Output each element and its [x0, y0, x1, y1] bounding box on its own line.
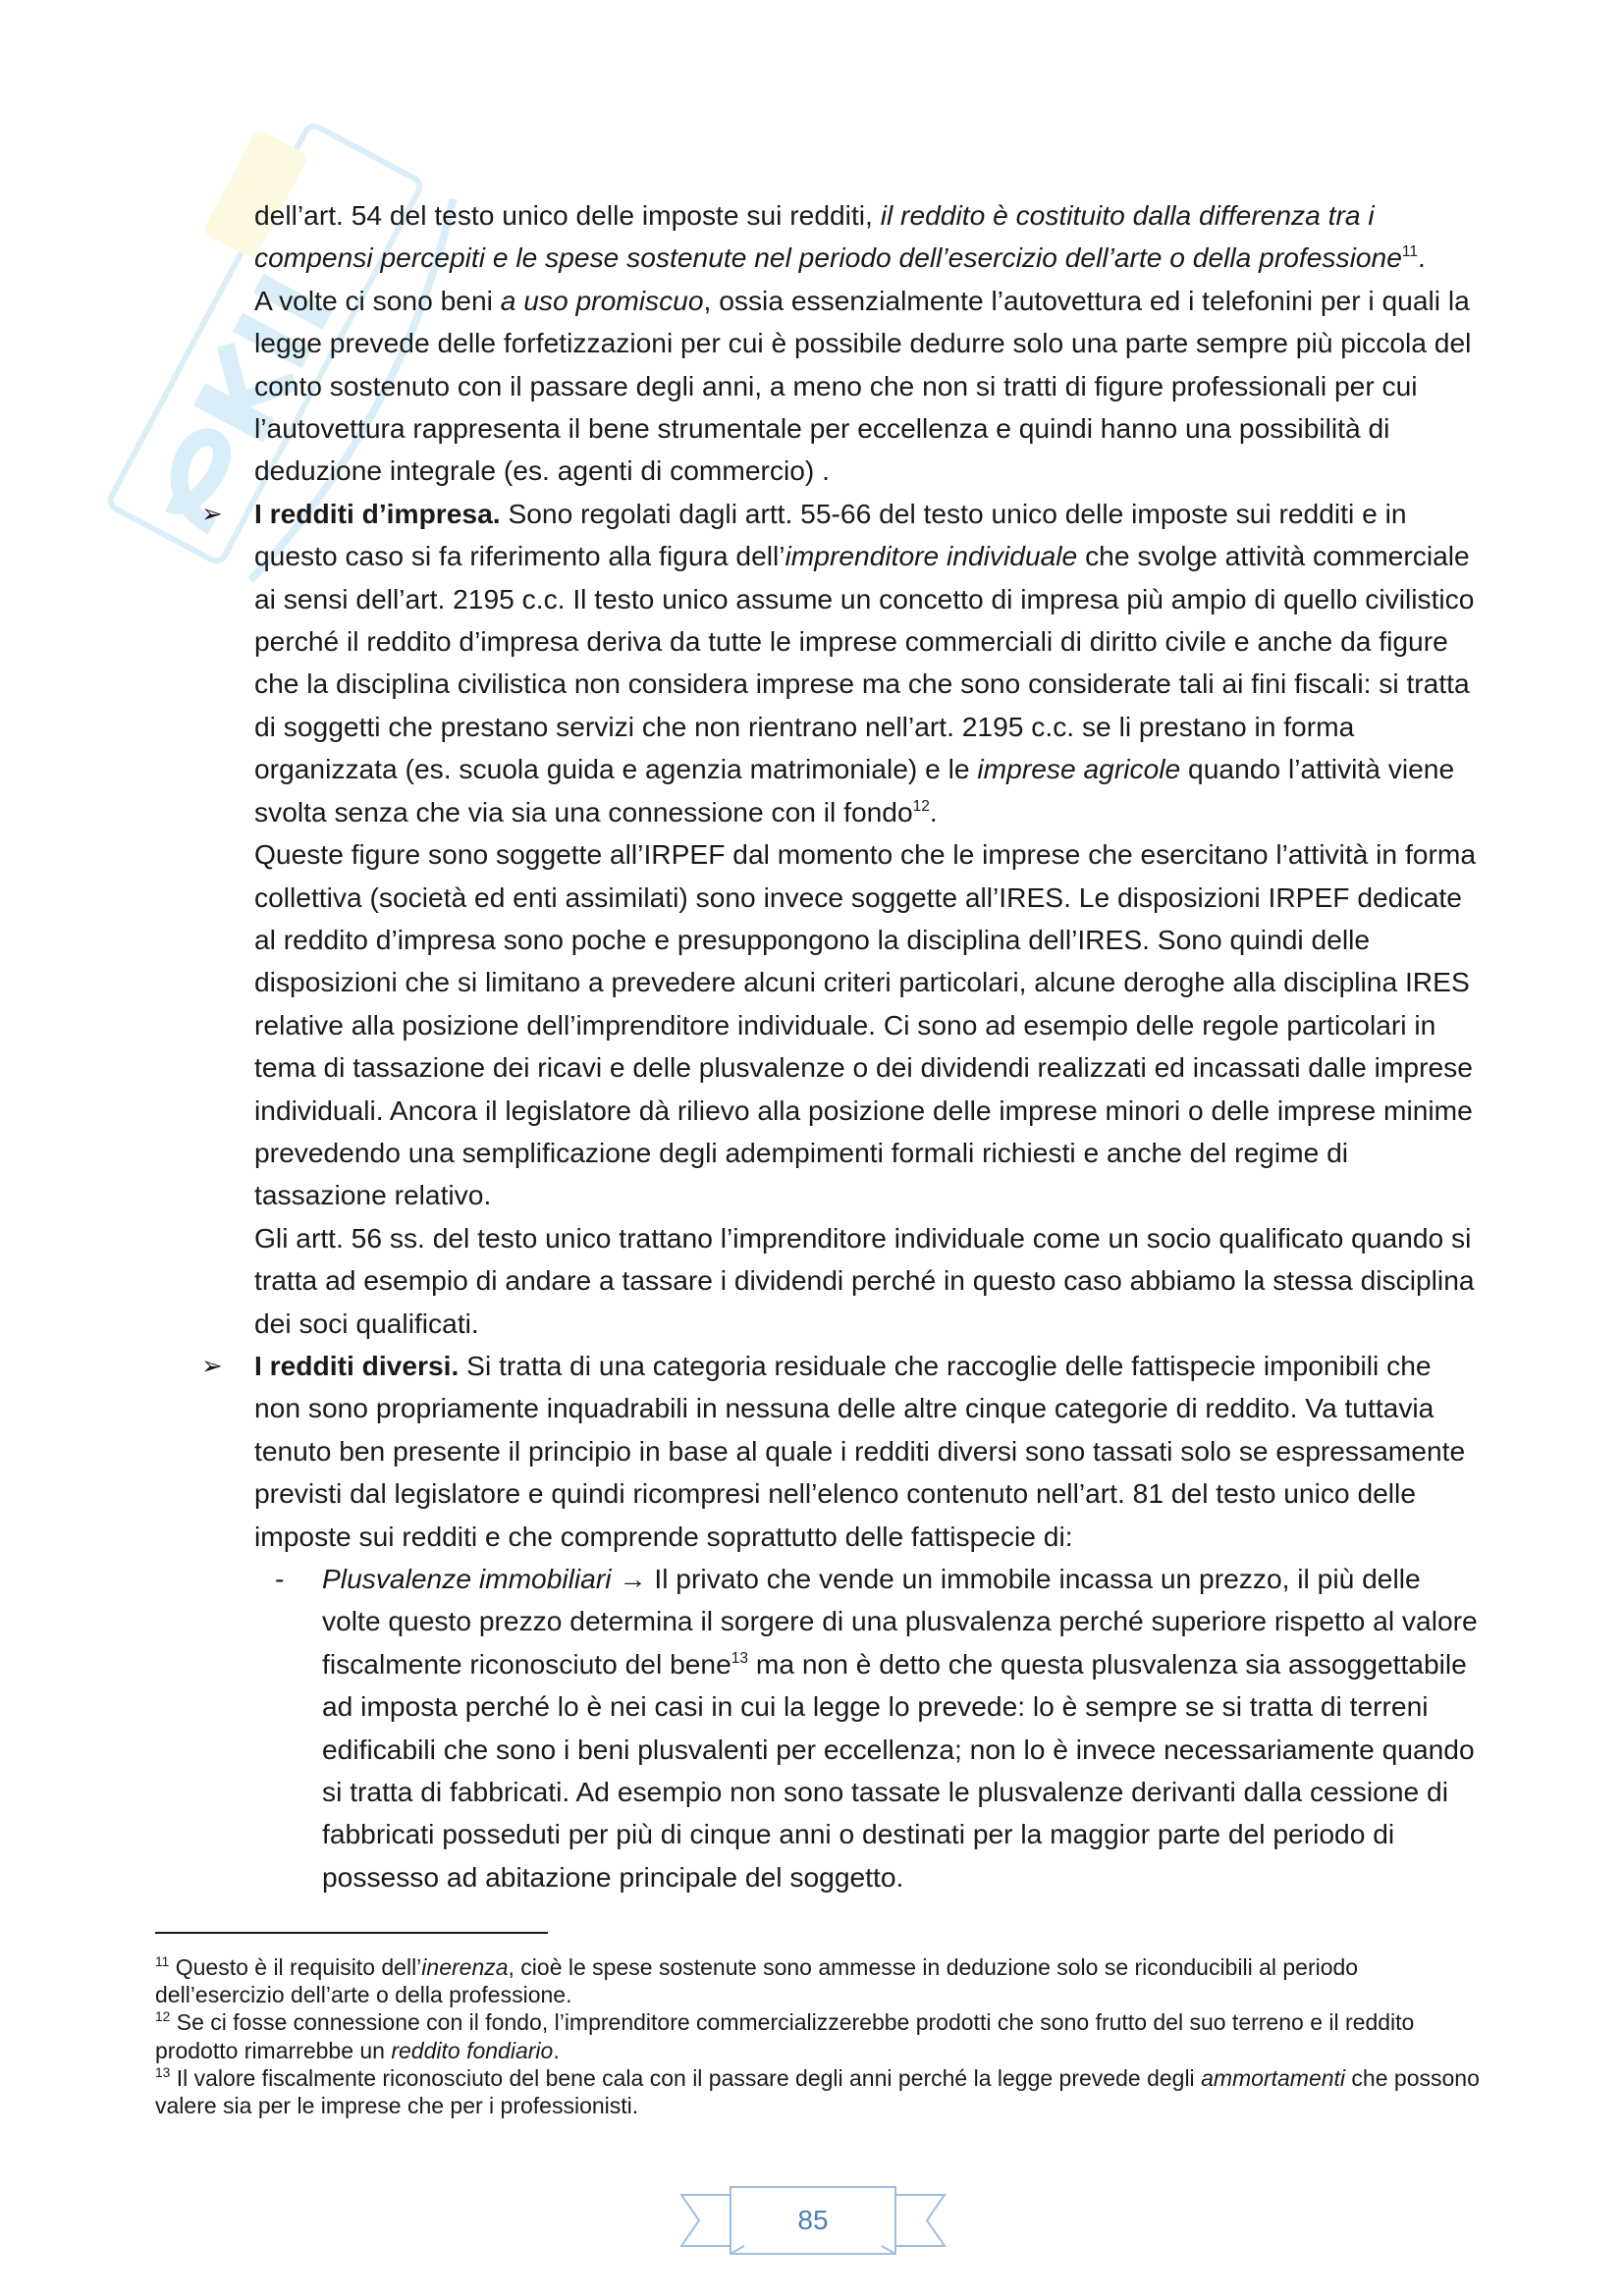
page-number: 85	[797, 2205, 829, 2235]
paragraph-uso-promiscuo: A volte ci sono beni a uso promiscuo, ossia essenzialmente l’autovettura ed i telefonini per i quali la legge prevede delle forfetizzazioni per cui è possibile dedurre solo una parte sempre più piccola del conto sostenuto con il passare degli anni, a meno che non si tratti di figure professionali per cui l’autovettura rappresenta il bene strumentale per eccellenza e quindi hanno una possibilità di deduzione integrale (es. agenti di commercio) .	[254, 284, 1472, 487]
bullet-redditi-diversi: ➢ I redditi diversi. Si tratta di una categoria residuale che raccoglie delle fattispecie imponibili che non sono propriamente inquadrabili in nessuna delle altre cinque categorie di reddito. Va tuttavia tenuto ben presente il principio in base al quale i redditi diversi sono tassati solo se espressamente previsti dal legislatore e quindi ricompresi nell’elenco contenuto nell’art. 81 del testo unico delle imposte sui redditi e che comprende soprattutto delle fattispecie di: - Plusvalenze immobiliari → Il privato che vende un immobile incassa un prezzo, il più delle volte questo prezzo determina il sorgere di una plusvalenza perché superiore rispetto al valore fiscalmente riconosciuto del bene$^{13}$ ma non è detto che questa plusvalenza sia assoggettabile ad imposta perché lo è nei casi in cui la legge lo prevede: lo è sempre se si tratta di terreni edificabili che sono i beni plusvalenti per eccellenza; non lo è invece necessariamente quando si tratta di fabbricati. Ad esempio non sono tassate le plusvalenze derivanti dalla cessione di fabbricati posseduti per più di cinque anni o destinati per la maggior parte del periodo di possesso ad abitazione principale del soggetto.	[254, 1345, 1482, 1898]
paragraph-irpef-ires: Queste figure sono soggette all’IRPEF dal momento che le imprese che esercitano l’attività in forma collettiva (società ed enti assimilati) sono invece soggette all’IRES. Le disposizioni IRPEF dedicate al reddito d’impresa sono poche e presuppongono la disciplina dell’IRES. Sono quindi delle disposizioni che si limitano a prevedere alcuni criteri particolari, alcune deroghe alla disciplina IRES relative alla posizione dell’imprenditore individuale. Ci sono ad esempio delle regole particolari in tema di tassazione dei ricavi e delle plusvalenze o dei dividendi realizzati ed incassati dalle imprese individuali. Ancora il legislatore dà rilievo alla posizione delle imprese minori o delle imprese minime prevedendo una semplificazione degli adempimenti formali richiesti e anche del regime di tassazione relativo.	[254, 838, 1476, 1211]
arrowhead-bullet-icon: ➢	[201, 498, 223, 528]
bullet-redditi-impresa: ➢ I redditi d’impresa. Sono regolati dagli artt. 55-66 del testo unico delle imposte sui redditi e in questo caso si fa riferimento alla figura dell’imprenditore individuale che svolge attività commerciale ai sensi dell’art. 2195 c.c. Il testo unico assume un concetto di impresa più ampio di quello civilistico perché il reddito d’impresa deriva da tutte le imprese commerciali di diritto civile e anche da figure che la disciplina civilistica non considera imprese ma che sono considerate tali ai fini fiscali: si tratta di soggetti che prestano servizi che non rientrano nell’art. 2195 c.c. se li prestano in forma organizzata (es. scuola guida e agenzia matrimoniale) e le imprese agricole quando l’attività viene svolta senza che via sia una connessione con il fondo$^{12}$. Queste figure sono soggette all’IRPEF dal momento che le imprese che esercitano l’attività in forma collettiva (società ed enti assimilati) sono invece soggette all’IRES. Le disposizioni IRPEF dedicate al reddito d’impresa sono poche e presuppongono la disciplina dell’IRES. Sono quindi delle disposizioni che si limitano a prevedere alcuni criteri particolari, alcune deroghe alla disciplina IRES relative alla posizione dell’imprenditore individuale. Ci sono ad esempio delle regole particolari in tema di tassazione dei ricavi e delle plusvalenze o dei dividendi realizzati ed incassati dalle imprese individuali. Ancora il legislatore dà rilievo alla posizione delle imprese minori o delle imprese minime prevedendo una semplificazione degli adempimenti formali richiesti e anche del regime di tassazione relativo. Gli artt. 56 ss. del testo unico trattano l’imprenditore individuale come un socio qualificato quando si tratta ad esempio di andare a tassare i dividendi perché in questo caso abbiamo la stessa disciplina dei soci qualificati.	[254, 493, 1482, 1345]
footnote-11: $^{11}$ Questo è il requisito dell’inerenza, cioè le spese sostenute sono ammesse in deduzione solo se riconducibili al periodo dell’esercizio dell’arte o della professione.	[155, 1954, 1359, 2008]
sub-list	[254, 1558, 1482, 1898]
footnote-separator	[155, 1932, 548, 1934]
footnote-ref-11[interactable]: 11	[1401, 243, 1418, 261]
definition-italic: il reddito è costituito dalla differenza tra i compensi percepiti e le spese sostenute nel periodo dell’esercizio dell’arte o della professione	[254, 199, 1402, 274]
paragraph-socio-qualificato: Gli artt. 56 ss. del testo unico trattano l’imprenditore individuale come un socio qualificato quando si tratta ad esempio di andare a tassare i dividendi perché in questo caso abbiamo la stessa disciplina dei soci qualificati.	[254, 1221, 1475, 1339]
footnotes	[155, 1953, 1481, 2119]
footnote-12: $^{12}$ Se ci fosse connessione con il fondo, l’imprenditore commercializzerebbe prodotti che sono frutto del suo terreno e il reddito prodotto rimarrebbe un reddito fondiario.	[155, 2009, 1415, 2063]
list-item-plusvalenze: - Plusvalenze immobiliari → Il privato che vende un immobile incassa un prezzo, il più delle volte questo prezzo determina il sorgere di una plusvalenza perché superiore rispetto al valore fiscalmente riconosciuto del bene$^{13}$ ma non è detto che questa plusvalenza sia assoggettabile ad imposta perché lo è nei casi in cui la legge lo prevede: lo è sempre se si tratta di terreni edificabili che sono i beni plusvalenti per eccellenza; non lo è invece necessariamente quando si tratta di fabbricati. Ad esempio non sono tassate le plusvalenze derivanti dalla cessione di fabbricati posseduti per più di cinque anni o destinati per la maggior parte del periodo di possesso ad abitazione principale del soggetto.	[254, 1558, 1482, 1898]
footnote-13: $^{13}$ Il valore fiscalmente riconosciuto del bene cala con il passare degli anni perché la legge prevede degli ammortamenti che possono valere sia per le imprese che per i professionisti.	[155, 2064, 1480, 2119]
main-text	[201, 194, 1482, 1898]
footnote-ref-13[interactable]: 13	[731, 1649, 749, 1667]
continuation-paragraph-art54: dell’art. 54 del testo unico delle imposte sui redditi, il reddito è costituito dalla differenza tra i compensi percepiti e le spese sostenute nel periodo dell’esercizio dell’arte o della professione$^{11}$.	[254, 199, 1426, 274]
section-heading: I redditi diversi.	[254, 1349, 460, 1381]
section-heading: I redditi d’impresa.	[254, 497, 501, 529]
dash-bullet: -	[275, 1563, 285, 1594]
footnote-ref-12[interactable]: 12	[912, 797, 930, 815]
right-arrow-icon: →	[611, 1563, 655, 1594]
arrowhead-bullet-icon: ➢	[201, 1350, 223, 1380]
